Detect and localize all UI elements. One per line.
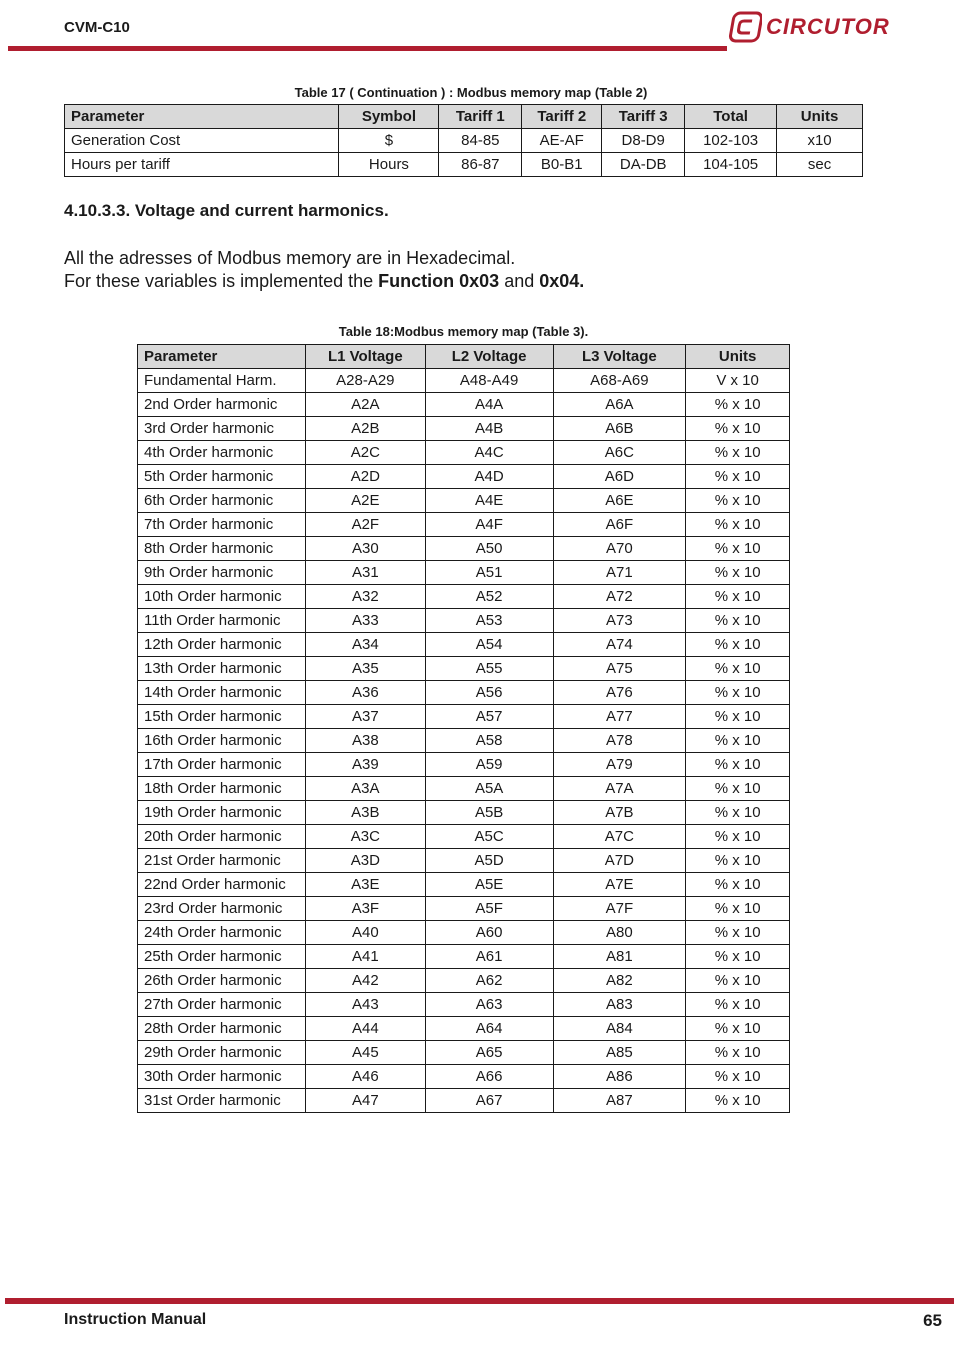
table-cell: % x 10 xyxy=(686,1017,790,1041)
table-row xyxy=(138,585,790,609)
table-row xyxy=(138,849,790,873)
table-row xyxy=(138,777,790,801)
table17-column-header: Tariff 1 xyxy=(439,105,522,129)
table-row xyxy=(138,681,790,705)
table-cell: A40 xyxy=(305,921,425,945)
table17-column-header: Symbol xyxy=(339,105,439,129)
table-cell: A54 xyxy=(425,633,553,657)
table-cell: 31st Order harmonic xyxy=(138,1089,306,1113)
paragraph-hex: All the adresses of Modbus memory are in Hexadecimal. xyxy=(64,248,516,268)
table-row xyxy=(138,489,790,513)
table-cell: A6F xyxy=(553,513,686,537)
footer-manual-label: Instruction Manual xyxy=(64,1311,207,1328)
table-cell: % x 10 xyxy=(686,513,790,537)
table-cell: A31 xyxy=(305,561,425,585)
table18-caption: Table 18:Modbus memory map (Table 3). xyxy=(338,324,589,339)
table-row xyxy=(65,153,863,177)
table-cell: A36 xyxy=(305,681,425,705)
table-cell: 102-103 xyxy=(685,129,777,153)
table-cell: 84-85 xyxy=(439,129,522,153)
table-cell: % x 10 xyxy=(686,681,790,705)
table-cell: 29th Order harmonic xyxy=(138,1041,306,1065)
table-cell: A68-A69 xyxy=(553,369,686,393)
table-cell: 5th Order harmonic xyxy=(138,465,306,489)
table-row xyxy=(138,1041,790,1065)
table-cell: A2F xyxy=(305,513,425,537)
table-cell: $ xyxy=(339,129,439,153)
table-cell: % x 10 xyxy=(686,897,790,921)
table18 xyxy=(137,344,790,1113)
table-row xyxy=(138,369,790,393)
table-row xyxy=(138,873,790,897)
table-cell: A82 xyxy=(553,969,686,993)
table-cell: 25th Order harmonic xyxy=(138,945,306,969)
table-row xyxy=(138,465,790,489)
table17-column-header: Total xyxy=(685,105,777,129)
table-cell: A47 xyxy=(305,1089,425,1113)
table-cell: A4F xyxy=(425,513,553,537)
table-cell: A60 xyxy=(425,921,553,945)
table-cell: A84 xyxy=(553,1017,686,1041)
table-cell: % x 10 xyxy=(686,465,790,489)
function-0x04: 0x04. xyxy=(539,271,585,291)
table-cell: A51 xyxy=(425,561,553,585)
table-cell: A52 xyxy=(425,585,553,609)
table-cell: 19th Order harmonic xyxy=(138,801,306,825)
table-cell: A87 xyxy=(553,1089,686,1113)
table-cell: % x 10 xyxy=(686,729,790,753)
table-cell: A3A xyxy=(305,777,425,801)
paragraph-functions xyxy=(64,271,584,292)
table18-column-header: L3 Voltage xyxy=(553,345,686,369)
table-cell: A72 xyxy=(553,585,686,609)
table17 xyxy=(64,104,863,177)
table-cell: A74 xyxy=(553,633,686,657)
table-cell: A56 xyxy=(425,681,553,705)
table-cell: A38 xyxy=(305,729,425,753)
page-number: 65 xyxy=(923,1311,942,1330)
table-cell: A30 xyxy=(305,537,425,561)
table-row xyxy=(138,657,790,681)
table-row xyxy=(138,393,790,417)
table-row xyxy=(138,609,790,633)
table-cell: 18th Order harmonic xyxy=(138,777,306,801)
table-cell: % x 10 xyxy=(686,777,790,801)
table17-column-header: Units xyxy=(777,105,863,129)
table-cell: A33 xyxy=(305,609,425,633)
table18-column-header: L2 Voltage xyxy=(425,345,553,369)
table-cell: 104-105 xyxy=(685,153,777,177)
table-cell: Hours xyxy=(339,153,439,177)
table-cell: A2D xyxy=(305,465,425,489)
table-cell: A3F xyxy=(305,897,425,921)
logo-wordmark: CIRCUTOR xyxy=(766,14,890,39)
table-cell: A62 xyxy=(425,969,553,993)
table-row xyxy=(138,969,790,993)
table-cell: 3rd Order harmonic xyxy=(138,417,306,441)
table-cell: A63 xyxy=(425,993,553,1017)
table-cell: A7A xyxy=(553,777,686,801)
paragraph-functions-prefix: For these variables is implemented the xyxy=(64,271,379,291)
table-cell: % x 10 xyxy=(686,657,790,681)
table-cell: A59 xyxy=(425,753,553,777)
table-cell: A6C xyxy=(553,441,686,465)
table18-column-header: Units xyxy=(686,345,790,369)
table-cell: A73 xyxy=(553,609,686,633)
table-cell: A6A xyxy=(553,393,686,417)
table-row xyxy=(138,1089,790,1113)
table-cell: A7B xyxy=(553,801,686,825)
table-cell: A6B xyxy=(553,417,686,441)
table-cell: A39 xyxy=(305,753,425,777)
table-row xyxy=(65,129,863,153)
table-cell: A3B xyxy=(305,801,425,825)
table-cell: A67 xyxy=(425,1089,553,1113)
table-cell: sec xyxy=(777,153,863,177)
table-cell: A5A xyxy=(425,777,553,801)
table-row xyxy=(138,417,790,441)
table-cell: D8-D9 xyxy=(602,129,685,153)
table-cell: 7th Order harmonic xyxy=(138,513,306,537)
table-cell: 2nd Order harmonic xyxy=(138,393,306,417)
table-cell: A65 xyxy=(425,1041,553,1065)
table-cell: A34 xyxy=(305,633,425,657)
table-cell: A41 xyxy=(305,945,425,969)
table-row xyxy=(138,945,790,969)
table-cell: % x 10 xyxy=(686,1089,790,1113)
table-cell: A79 xyxy=(553,753,686,777)
table-cell: 8th Order harmonic xyxy=(138,537,306,561)
table-cell: A3D xyxy=(305,849,425,873)
table-cell: 6th Order harmonic xyxy=(138,489,306,513)
table-cell: Hours per tariff xyxy=(65,153,339,177)
table-cell: % x 10 xyxy=(686,849,790,873)
table-cell: DA-DB xyxy=(602,153,685,177)
table-cell: A35 xyxy=(305,657,425,681)
table-cell: Generation Cost xyxy=(65,129,339,153)
table-cell: % x 10 xyxy=(686,993,790,1017)
table17-caption: Table 17 ( Continuation ) : Modbus memory map (Table 2) xyxy=(294,85,648,100)
table-row xyxy=(138,825,790,849)
table-row xyxy=(138,801,790,825)
table-cell: 30th Order harmonic xyxy=(138,1065,306,1089)
table-cell: A75 xyxy=(553,657,686,681)
table-cell: % x 10 xyxy=(686,801,790,825)
table-cell: A2E xyxy=(305,489,425,513)
table-cell: % x 10 xyxy=(686,561,790,585)
table-cell: A50 xyxy=(425,537,553,561)
table-cell: % x 10 xyxy=(686,945,790,969)
table-cell: A86 xyxy=(553,1065,686,1089)
table17-column-header: Tariff 3 xyxy=(602,105,685,129)
table-cell: 86-87 xyxy=(439,153,522,177)
table-cell: % x 10 xyxy=(686,609,790,633)
table-cell: x10 xyxy=(777,129,863,153)
table-cell: 24th Order harmonic xyxy=(138,921,306,945)
table17-column-header: Tariff 2 xyxy=(522,105,602,129)
table-cell: A83 xyxy=(553,993,686,1017)
table-cell: A6E xyxy=(553,489,686,513)
table-cell: A77 xyxy=(553,705,686,729)
table-cell: 22nd Order harmonic xyxy=(138,873,306,897)
table-cell: 16th Order harmonic xyxy=(138,729,306,753)
table-cell: % x 10 xyxy=(686,753,790,777)
table-cell: 14th Order harmonic xyxy=(138,681,306,705)
table-cell: A70 xyxy=(553,537,686,561)
table-cell: % x 10 xyxy=(686,633,790,657)
table-cell: % x 10 xyxy=(686,441,790,465)
table-cell: 23rd Order harmonic xyxy=(138,897,306,921)
table18-column-header: L1 Voltage xyxy=(305,345,425,369)
table-cell: A5F xyxy=(425,897,553,921)
table-row xyxy=(138,537,790,561)
table-cell: 11th Order harmonic xyxy=(138,609,306,633)
brand-logo xyxy=(728,8,908,46)
table17-header-row xyxy=(65,105,863,129)
table17-column-header: Parameter xyxy=(65,105,339,129)
table-cell: 28th Order harmonic xyxy=(138,1017,306,1041)
table-cell: A46 xyxy=(305,1065,425,1089)
table-cell: % x 10 xyxy=(686,585,790,609)
table-row xyxy=(138,897,790,921)
table-row xyxy=(138,633,790,657)
table-cell: A53 xyxy=(425,609,553,633)
table-cell: A4C xyxy=(425,441,553,465)
table-cell: A5B xyxy=(425,801,553,825)
table-cell: A6D xyxy=(553,465,686,489)
circutor-logo-icon xyxy=(728,10,762,44)
table-cell: A5C xyxy=(425,825,553,849)
table-row xyxy=(138,1065,790,1089)
table-cell: A81 xyxy=(553,945,686,969)
table-cell: A2B xyxy=(305,417,425,441)
table-cell: B0-B1 xyxy=(522,153,602,177)
table-cell: % x 10 xyxy=(686,969,790,993)
table-cell: A55 xyxy=(425,657,553,681)
header-rule xyxy=(8,46,727,51)
table-cell: 12th Order harmonic xyxy=(138,633,306,657)
table-row xyxy=(138,1017,790,1041)
table-cell: % x 10 xyxy=(686,921,790,945)
table-cell: A76 xyxy=(553,681,686,705)
table-cell: % x 10 xyxy=(686,705,790,729)
table-cell: % x 10 xyxy=(686,537,790,561)
table-cell: A71 xyxy=(553,561,686,585)
table-cell: A57 xyxy=(425,705,553,729)
table-cell: 17th Order harmonic xyxy=(138,753,306,777)
table-row xyxy=(138,993,790,1017)
table-cell: A2A xyxy=(305,393,425,417)
table-cell: A66 xyxy=(425,1065,553,1089)
table-cell: A48-A49 xyxy=(425,369,553,393)
table-cell: A78 xyxy=(553,729,686,753)
table-cell: 21st Order harmonic xyxy=(138,849,306,873)
table-row xyxy=(138,513,790,537)
table-cell: A3E xyxy=(305,873,425,897)
table-cell: A32 xyxy=(305,585,425,609)
table-cell: A42 xyxy=(305,969,425,993)
table-cell: A37 xyxy=(305,705,425,729)
table-cell: A4E xyxy=(425,489,553,513)
table-cell: A28-A29 xyxy=(305,369,425,393)
table-cell: A64 xyxy=(425,1017,553,1041)
table-cell: A7E xyxy=(553,873,686,897)
table18-column-header: Parameter xyxy=(138,345,306,369)
section-heading: 4.10.3.3. Voltage and current harmonics. xyxy=(64,201,389,220)
table-cell: A7F xyxy=(553,897,686,921)
table-cell: A7C xyxy=(553,825,686,849)
table-cell: 27th Order harmonic xyxy=(138,993,306,1017)
table-cell: 26th Order harmonic xyxy=(138,969,306,993)
table-cell: % x 10 xyxy=(686,393,790,417)
table-cell: A58 xyxy=(425,729,553,753)
table-cell: A7D xyxy=(553,849,686,873)
table-cell: 9th Order harmonic xyxy=(138,561,306,585)
table-cell: % x 10 xyxy=(686,825,790,849)
table-cell: 10th Order harmonic xyxy=(138,585,306,609)
table-cell: A61 xyxy=(425,945,553,969)
table-cell: A44 xyxy=(305,1017,425,1041)
table-cell: % x 10 xyxy=(686,417,790,441)
table-cell: A43 xyxy=(305,993,425,1017)
table-cell: Fundamental Harm. xyxy=(138,369,306,393)
table-cell: A85 xyxy=(553,1041,686,1065)
footer-rule xyxy=(5,1298,954,1304)
table-cell: 15th Order harmonic xyxy=(138,705,306,729)
table-cell: A5E xyxy=(425,873,553,897)
table18-header-row xyxy=(138,345,790,369)
function-0x03: Function 0x03 xyxy=(378,271,500,291)
table-cell: 13th Order harmonic xyxy=(138,657,306,681)
table-row xyxy=(138,753,790,777)
table-cell: A2C xyxy=(305,441,425,465)
document-title: CVM-C10 xyxy=(64,19,130,36)
table-cell: A4A xyxy=(425,393,553,417)
table-row xyxy=(138,561,790,585)
table-cell: A4B xyxy=(425,417,553,441)
table-cell: 20th Order harmonic xyxy=(138,825,306,849)
table-row xyxy=(138,705,790,729)
table-cell: A45 xyxy=(305,1041,425,1065)
table-cell: A4D xyxy=(425,465,553,489)
table-row xyxy=(138,729,790,753)
table-row xyxy=(138,921,790,945)
table-cell: A3C xyxy=(305,825,425,849)
table-row xyxy=(138,441,790,465)
table-cell: V x 10 xyxy=(686,369,790,393)
table-cell: A80 xyxy=(553,921,686,945)
table-cell: 4th Order harmonic xyxy=(138,441,306,465)
table-cell: % x 10 xyxy=(686,1065,790,1089)
paragraph-functions-and: and xyxy=(499,271,540,291)
table-cell: AE-AF xyxy=(522,129,602,153)
table-cell: % x 10 xyxy=(686,489,790,513)
table-cell: A5D xyxy=(425,849,553,873)
table-cell: % x 10 xyxy=(686,1041,790,1065)
table-cell: % x 10 xyxy=(686,873,790,897)
